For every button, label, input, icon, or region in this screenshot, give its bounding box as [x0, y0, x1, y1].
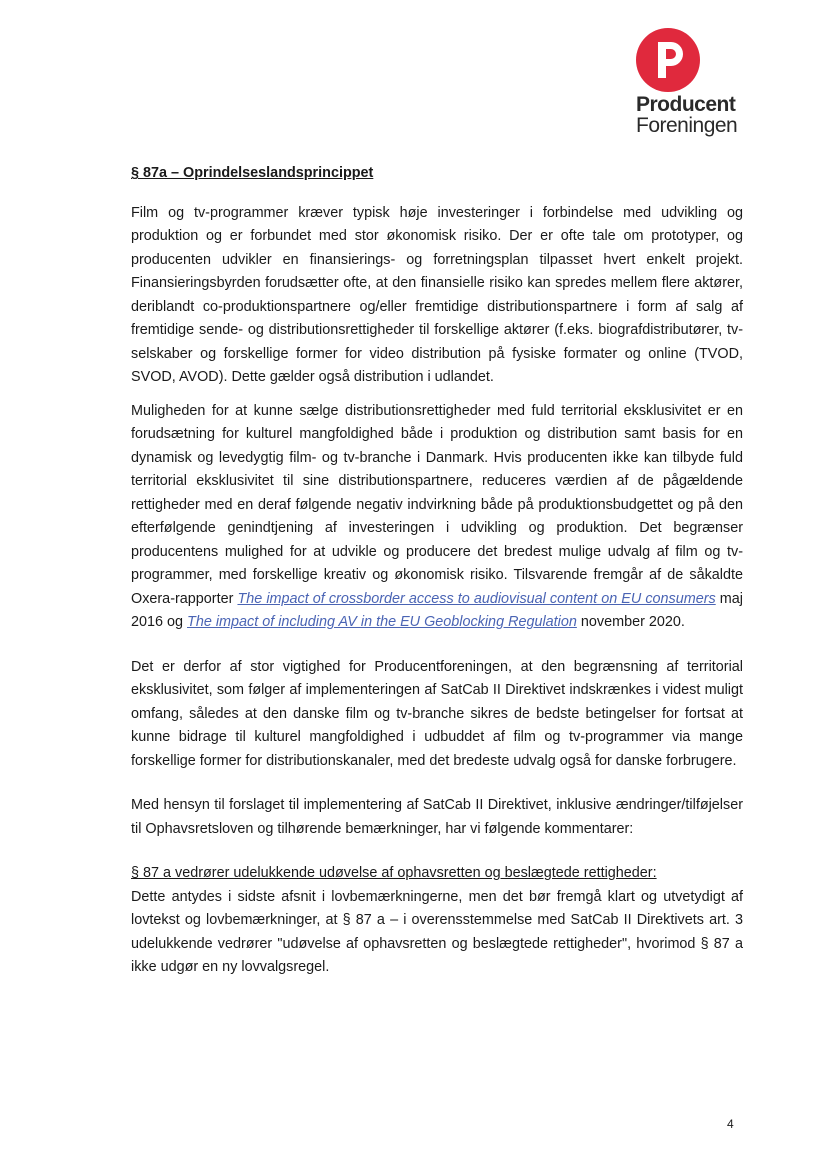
paragraph-87a-comment: Dette antydes i sidste afsnit i lovbemærkningerne, men det bør fremgå klart og utvetydigt af lovtekst og lovbemærkninger, at § 87 a – i overensstemmelse med SatCab II Direktivets art. 3 udelukkende vedrører "udøvelse af ophavsretten og beslægtede rettigheder", hvorimod § 87 a ikke udgør en ny lovvalgsregel.	[131, 888, 743, 975]
logo-wordmark-line1: Producent	[636, 93, 736, 116]
paragraph-text: Muligheden for at kunne sælge distributionsrettigheder med fuld territorial eksklusivitet er en forudsætning for kulturel mangfoldighed både i produktion og distribution samt basis for en dynamisk og levedygtig film- og tv-branche i Danmark. Hvis producenten ikke kan tilbyde fuld territorial eksklusivitet til sine distributionspartnere, reduceres værdien af de pågældende rettigheder med en deraf følgende negativ indvirkning både på produktionsbudgettet og på den efterfølgende genindtjening af investeringen i udvikling og produktion. Det begrænser producentens mulighed for at udvikle og producere det bredest mulige udvalg af film og tv-programmer, med forskellige kreativ og økonomisk risiko. Tilsvarende fremgår af de såkaldte Oxera-rapporter	[131, 402, 743, 607]
paragraph-territorial-exclusivity	[131, 400, 743, 635]
paragraph-satcab-importance: Det er derfor af stor vigtighed for Producentforeningen, at den begrænsning af territorial eksklusivitet, som følger af implementeringen af SatCab II Direktivet indskrænkes i videst muligt omfang, således at den danske film og tv-branche sikres de bedste betingelser for fortsat at kunne bidrage til kulturel mangfoldighed i udbuddet af film og tv-programmer via mange forskellige former for distributionskanaler, med det bredeste udvalg også for danske forbrugere.	[131, 658, 743, 769]
paragraph-text-mid: maj 2016 og	[131, 590, 743, 630]
oxera-report-link-2020[interactable]: The impact of including AV in the EU Geoblocking Regulation	[187, 614, 577, 630]
oxera-report-link-2016[interactable]: The impact of crossborder access to audiovisual content on EU consumers	[237, 590, 716, 607]
paragraph-financing: Film og tv-programmer kræver typisk høje investeringer i forbindelse med udvikling og produktion og er forbundet med stor økonomisk risiko. Der er ofte tale om prototyper, og producenten udvikler en finansierings- og forretningsplan tilpasset hvert enkelt projekt. Finansieringsbyrden forudsætter ofte, at den finansielle risiko kan spredes mellem flere aktører, deriblandt co-produktionspartnere og/eller fremtidige distributionspartnere i form af salg af fremtidige sende- og distributionsrettigheder til forskellige aktører (f.eks. biografdistributører, tv-selskaber og forskellige former for video distribution på fysiske formater og online (TVOD, SVOD, AVOD). Dette gælder også distribution i udlandet.	[131, 204, 743, 385]
paragraph-text-end: november 2020.	[576, 614, 685, 630]
sub-heading-87a: § 87 a vedrører udelukkende udøvelse af ophavsretten og beslægtede rettigheder:	[131, 865, 657, 881]
page-number: 4	[727, 1117, 734, 1131]
logo-wordmark-line2: Foreningen	[636, 114, 738, 137]
section-title: § 87a – Oprindelseslandsprincippet	[131, 165, 374, 181]
logo-p-icon	[636, 28, 700, 92]
document-body	[131, 162, 743, 980]
paragraph-comments-intro: Med hensyn til forslaget til implementering af SatCab II Direktivet, inklusive ændringer/tilføjelser til Ophavsretsloven og tilhørende bemærkninger, har vi følgende kommentarer:	[131, 797, 743, 837]
